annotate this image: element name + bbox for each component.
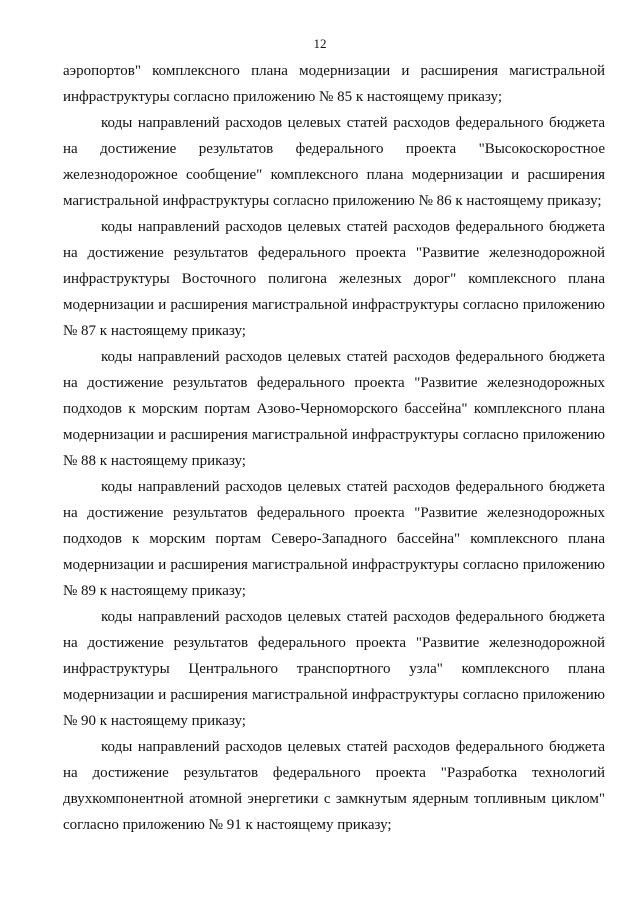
paragraph-annex-87: коды направлений расходов целевых статей расходов федерального бюджета на достижение результатов федерального проекта "Развитие железнодорожной инфраструктуры Восточного полигона железных дорог" комплексного плана модернизации и расширения магистральной инфраструктуры согласно приложению № 87 к настоящему приказу; <box>63 219 605 339</box>
paragraph-annex-89: коды направлений расходов целевых статей расходов федерального бюджета на достижение результатов федерального проекта "Развитие железнодорожных подходов к морским портам Северо-Западного бассейна" комплексного плана модернизации и расширения магистральной инфраструктуры согласно приложению № 89 к настоящему приказу; <box>63 479 605 599</box>
document-body <box>63 58 605 838</box>
page-number: 12 <box>313 36 327 51</box>
paragraph-annex-88: коды направлений расходов целевых статей расходов федерального бюджета на достижение результатов федерального проекта "Развитие железнодорожных подходов к морским портам Азово-Черноморского бассейна" комплексного плана модернизации и расширения магистральной инфраструктуры согласно приложению № 88 к настоящему приказу; <box>63 349 605 469</box>
paragraph-continuation: аэропортов" комплексного плана модернизации и расширения магистральной инфраструктуры согласно приложению № 85 к настоящему приказу; <box>63 63 605 105</box>
paragraph-annex-90: коды направлений расходов целевых статей расходов федерального бюджета на достижение результатов федерального проекта "Развитие железнодорожной инфраструктуры Центрального транспортного узла" комплексного плана модернизации и расширения магистральной инфраструктуры согласно приложению № 90 к настоящему приказу; <box>63 609 605 729</box>
paragraph-annex-86: коды направлений расходов целевых статей расходов федерального бюджета на достижение результатов федерального проекта "Высокоскоростное железнодорожное сообщение" комплексного плана модернизации и расширения магистральной инфраструктуры согласно приложению № 86 к настоящему приказу; <box>63 115 605 209</box>
paragraph-annex-91: коды направлений расходов целевых статей расходов федерального бюджета на достижение результатов федерального проекта "Разработка технологий двухкомпонентной атомной энергетики с замкнутым ядерным топливным циклом" согласно приложению № 91 к настоящему приказу; <box>63 739 605 833</box>
